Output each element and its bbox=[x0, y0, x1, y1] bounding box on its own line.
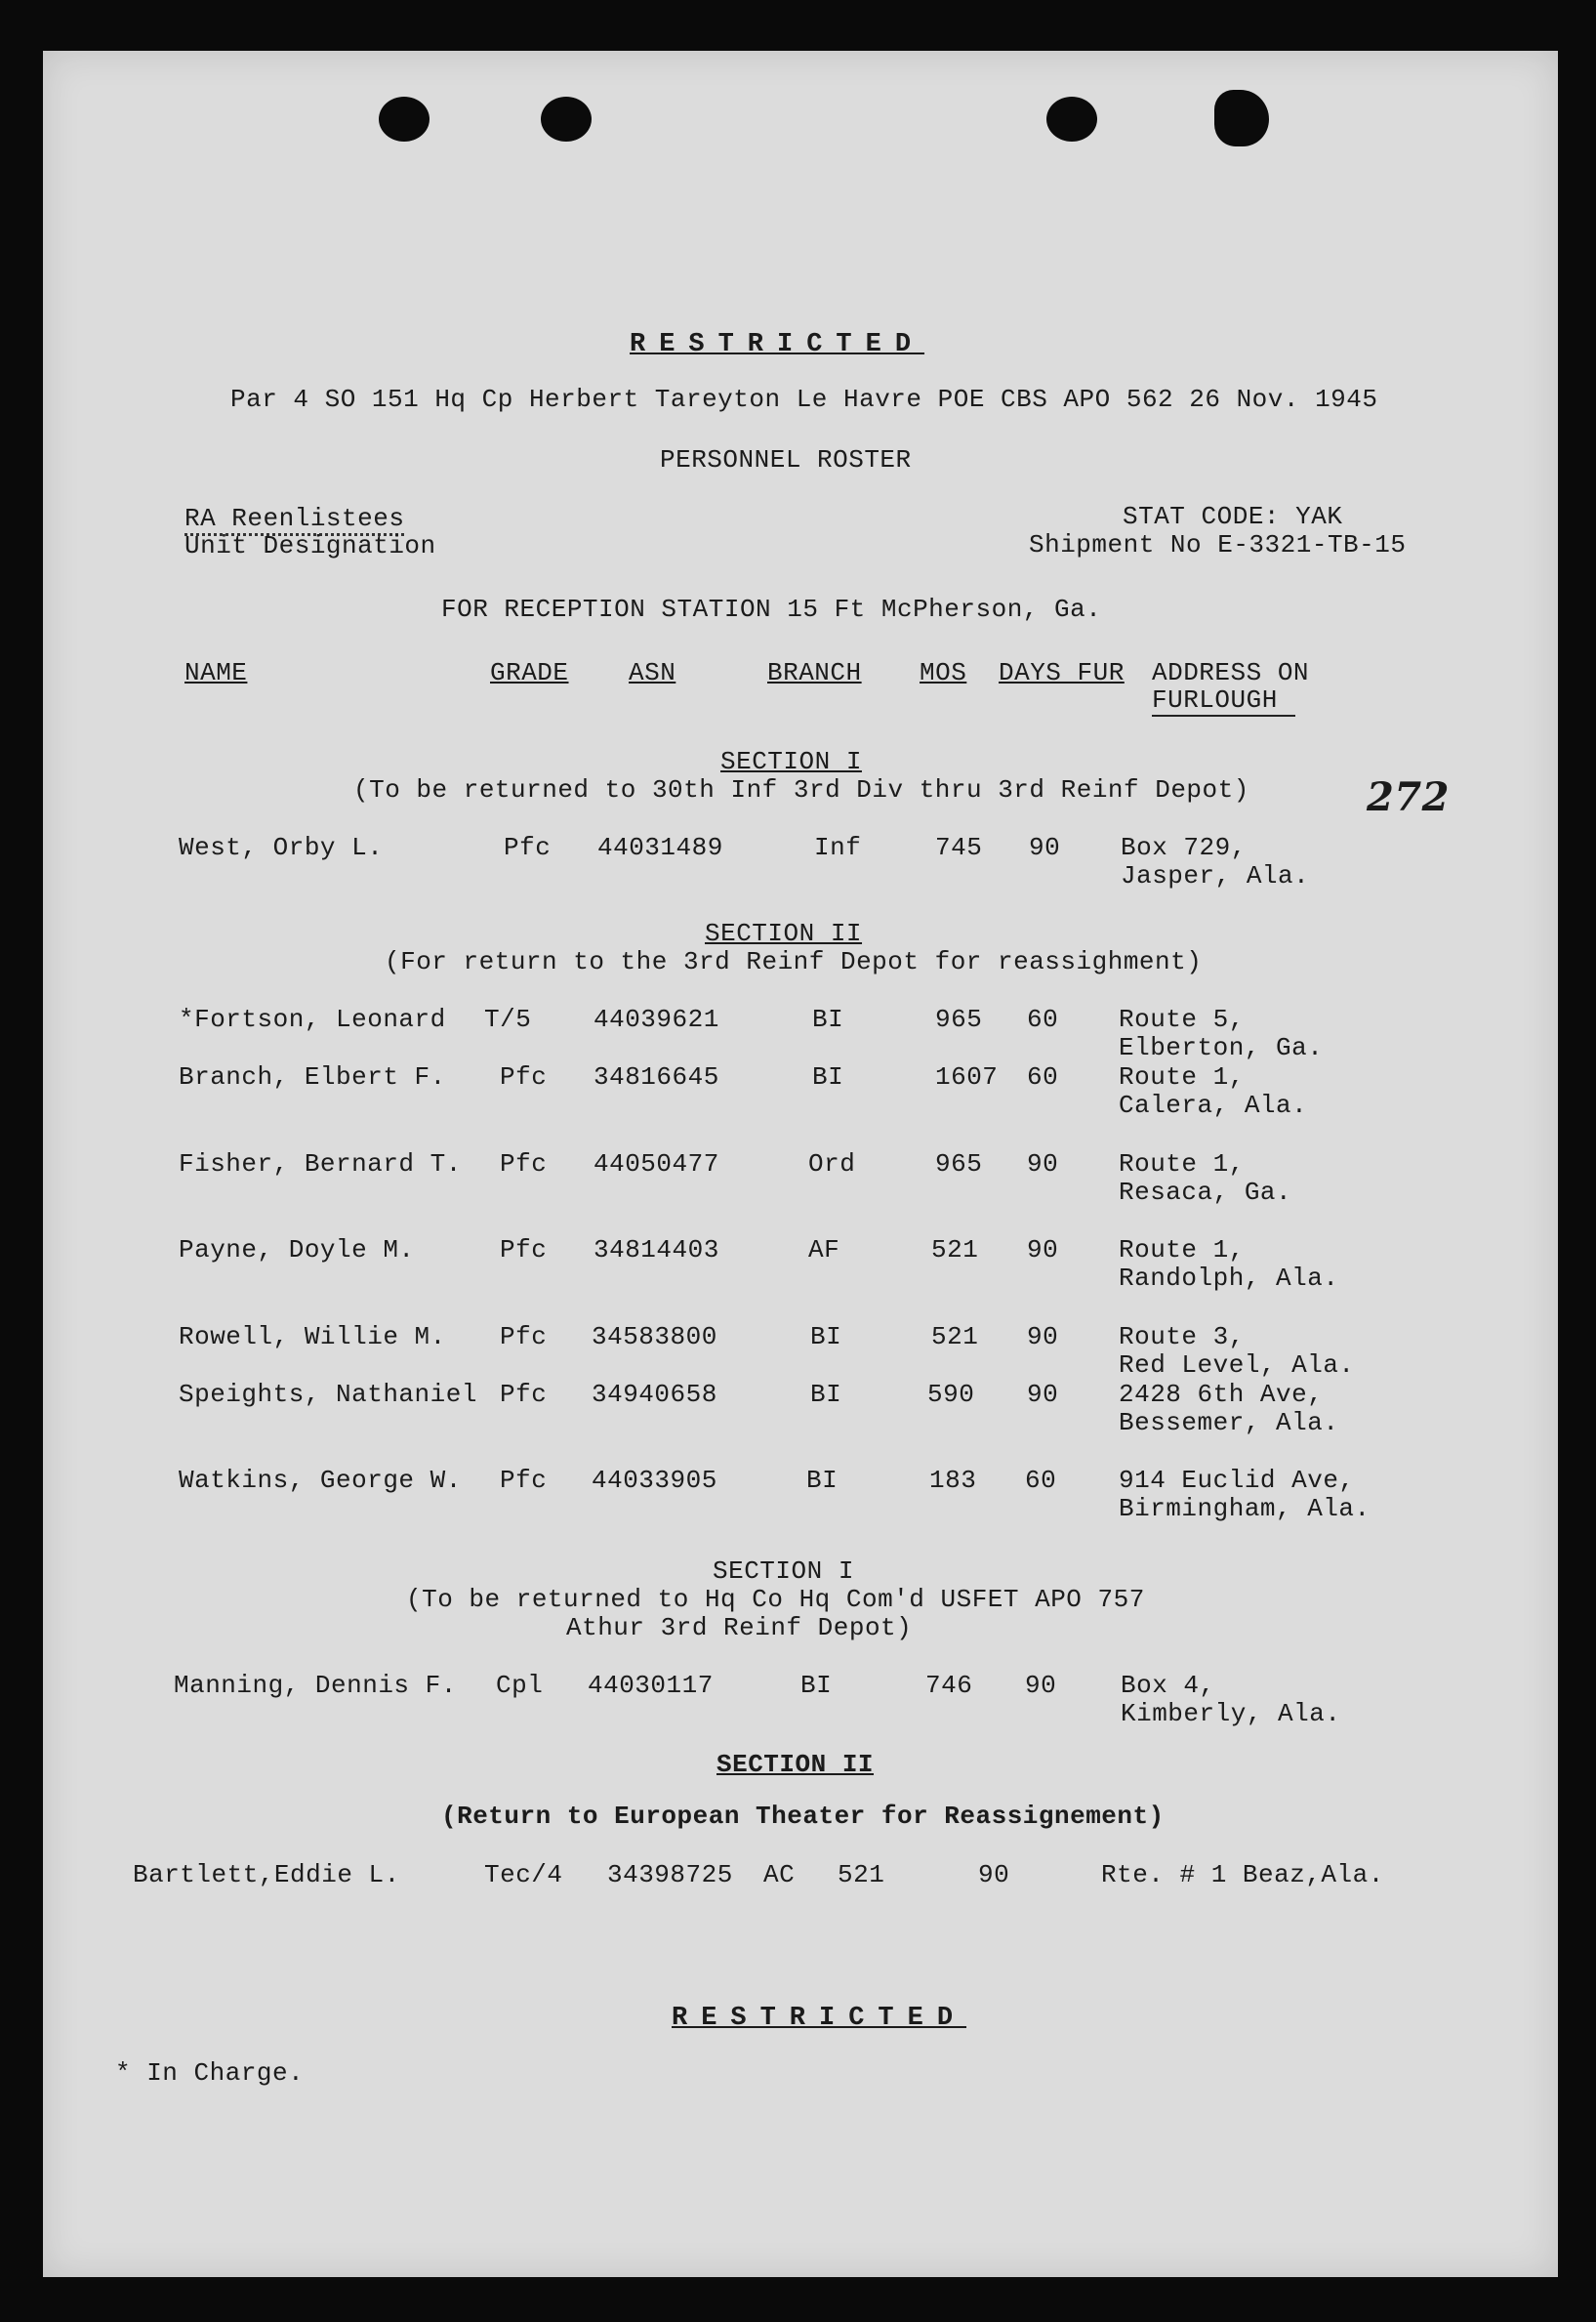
row-address-line1: Route 3, bbox=[1119, 1322, 1245, 1351]
row-name: Branch, Elbert F. bbox=[179, 1062, 446, 1092]
row-branch: Ord bbox=[808, 1149, 856, 1179]
section-title: SECTION I bbox=[713, 1556, 854, 1586]
row-name: Bartlett,Eddie L. bbox=[133, 1860, 400, 1889]
row-asn: 44039621 bbox=[593, 1005, 719, 1034]
page-number: 272 bbox=[1367, 774, 1450, 820]
row-name: Manning, Dennis F. bbox=[174, 1671, 457, 1700]
unit-designation-label: Unit Designation bbox=[184, 531, 436, 560]
row-address-line2: Randolph, Ala. bbox=[1119, 1264, 1339, 1293]
row-days: 90 bbox=[1027, 1235, 1059, 1265]
col-name: NAME bbox=[184, 658, 248, 687]
row-name: Rowell, Willie M. bbox=[179, 1322, 446, 1351]
row-address-line1: 2428 6th Ave, bbox=[1119, 1380, 1324, 1409]
col-grade: GRADE bbox=[490, 658, 569, 687]
row-grade: Pfc bbox=[504, 833, 552, 862]
col-branch: BRANCH bbox=[767, 658, 862, 687]
row-mos: 1607 bbox=[935, 1062, 999, 1092]
row-grade: Pfc bbox=[500, 1235, 548, 1265]
stat-code: STAT CODE: YAK bbox=[1123, 502, 1343, 531]
punch-hole bbox=[1046, 97, 1097, 142]
row-address-line1: Box 4, bbox=[1121, 1671, 1215, 1700]
row-branch: Inf bbox=[814, 833, 862, 862]
row-days: 60 bbox=[1027, 1005, 1059, 1034]
row-address-line2: Elberton, Ga. bbox=[1119, 1033, 1324, 1062]
row-days: 90 bbox=[1027, 1149, 1059, 1179]
row-name: Fisher, Bernard T. bbox=[179, 1149, 462, 1179]
row-grade: Tec/4 bbox=[484, 1860, 563, 1889]
restricted-bottom: RESTRICTED bbox=[672, 2004, 967, 2033]
row-asn: 44033905 bbox=[592, 1466, 717, 1495]
row-days: 90 bbox=[1025, 1671, 1057, 1700]
section-subtitle: (For return to the 3rd Reinf Depot for reassighment) bbox=[385, 947, 1203, 976]
row-name: *Fortson, Leonard bbox=[179, 1005, 446, 1034]
row-address-line1: Route 1, bbox=[1119, 1149, 1245, 1179]
row-address-line2: Resaca, Ga. bbox=[1119, 1178, 1292, 1207]
row-grade: Pfc bbox=[500, 1149, 548, 1179]
row-grade: Pfc bbox=[500, 1466, 548, 1495]
row-branch: BI bbox=[810, 1322, 842, 1351]
row-asn: 34940658 bbox=[592, 1380, 717, 1409]
row-address-line1: Route 1, bbox=[1119, 1062, 1245, 1092]
row-branch: AF bbox=[808, 1235, 840, 1265]
row-asn: 44030117 bbox=[588, 1671, 714, 1700]
shipment-number: Shipment No E-3321-TB-15 bbox=[1029, 530, 1407, 560]
row-branch: BI bbox=[800, 1671, 833, 1700]
punch-hole bbox=[379, 97, 430, 142]
row-branch: BI bbox=[806, 1466, 839, 1495]
row-asn: 34816645 bbox=[593, 1062, 719, 1092]
par-line: Par 4 SO 151 Hq Cp Herbert Tareyton Le Havre POE CBS APO 562 26 Nov. 1945 bbox=[230, 385, 1378, 414]
col-address-line1: ADDRESS ON bbox=[1152, 658, 1310, 687]
document-title: PERSONNEL ROSTER bbox=[660, 445, 912, 475]
row-days: 90 bbox=[1029, 833, 1061, 862]
section-subtitle: (Return to European Theater for Reassignement) bbox=[441, 1802, 1165, 1831]
row-days: 90 bbox=[978, 1860, 1010, 1889]
punch-hole bbox=[541, 97, 592, 142]
row-mos: 965 bbox=[935, 1005, 983, 1034]
row-asn: 44050477 bbox=[593, 1149, 719, 1179]
section-subtitle-line2: Athur 3rd Reinf Depot) bbox=[566, 1613, 913, 1642]
row-address-line1: Rte. # 1 Beaz,Ala. bbox=[1101, 1860, 1384, 1889]
row-address-line1: Route 5, bbox=[1119, 1005, 1245, 1034]
row-asn: 34583800 bbox=[592, 1322, 717, 1351]
row-name: Payne, Doyle M. bbox=[179, 1235, 415, 1265]
col-days: DAYS FUR bbox=[999, 658, 1125, 687]
section-title: SECTION I bbox=[720, 747, 862, 776]
col-asn: ASN bbox=[629, 658, 676, 687]
row-address-line2: Bessemer, Ala. bbox=[1119, 1408, 1339, 1437]
section-subtitle: (To be returned to Hq Co Hq Com'd USFET APO 757 bbox=[406, 1585, 1145, 1614]
section-title: SECTION II bbox=[705, 919, 863, 948]
row-branch: BI bbox=[812, 1005, 844, 1034]
row-grade: T/5 bbox=[484, 1005, 532, 1034]
row-asn: 34814403 bbox=[593, 1235, 719, 1265]
reception-station: FOR RECEPTION STATION 15 Ft McPherson, Ga. bbox=[441, 595, 1102, 624]
row-grade: Pfc bbox=[500, 1062, 548, 1092]
row-asn: 34398725 bbox=[607, 1860, 733, 1889]
row-branch: BI bbox=[810, 1380, 842, 1409]
footnote: * In Charge. bbox=[115, 2058, 305, 2088]
row-mos: 183 bbox=[929, 1466, 977, 1495]
row-address-line2: Red Level, Ala. bbox=[1119, 1350, 1355, 1380]
row-mos: 745 bbox=[935, 833, 983, 862]
unit-name: RA Reenlistees bbox=[184, 504, 404, 536]
section-subtitle: (To be returned to 30th Inf 3rd Div thru 3rd Reinf Depot) bbox=[353, 775, 1249, 805]
row-days: 60 bbox=[1025, 1466, 1057, 1495]
row-mos: 521 bbox=[931, 1322, 979, 1351]
punch-hole bbox=[1214, 90, 1269, 146]
row-address-line1: Route 1, bbox=[1119, 1235, 1245, 1265]
row-mos: 521 bbox=[931, 1235, 979, 1265]
row-address-line2: Kimberly, Ala. bbox=[1121, 1699, 1341, 1728]
row-branch: AC bbox=[763, 1860, 796, 1889]
row-branch: BI bbox=[812, 1062, 844, 1092]
row-name: Watkins, George W. bbox=[179, 1466, 462, 1495]
row-days: 90 bbox=[1027, 1322, 1059, 1351]
row-address-line1: 914 Euclid Ave, bbox=[1119, 1466, 1355, 1495]
row-grade: Cpl bbox=[496, 1671, 544, 1700]
row-address-line2: Calera, Ala. bbox=[1119, 1091, 1308, 1120]
col-mos: MOS bbox=[920, 658, 967, 687]
row-days: 90 bbox=[1027, 1380, 1059, 1409]
row-days: 60 bbox=[1027, 1062, 1059, 1092]
row-asn: 44031489 bbox=[597, 833, 723, 862]
row-grade: Pfc bbox=[500, 1322, 548, 1351]
row-mos: 521 bbox=[838, 1860, 885, 1889]
row-name: Speights, Nathaniel bbox=[179, 1380, 477, 1409]
restricted-top: RESTRICTED bbox=[630, 330, 925, 359]
row-name: West, Orby L. bbox=[179, 833, 384, 862]
row-mos: 965 bbox=[935, 1149, 983, 1179]
section-title: SECTION II bbox=[716, 1750, 875, 1779]
row-address-line2: Jasper, Ala. bbox=[1121, 861, 1310, 891]
row-address-line2: Birmingham, Ala. bbox=[1119, 1494, 1371, 1523]
row-mos: 590 bbox=[927, 1380, 975, 1409]
row-mos: 746 bbox=[925, 1671, 973, 1700]
row-address-line1: Box 729, bbox=[1121, 833, 1247, 862]
row-grade: Pfc bbox=[500, 1380, 548, 1409]
col-address-line2: FURLOUGH bbox=[1152, 685, 1295, 717]
